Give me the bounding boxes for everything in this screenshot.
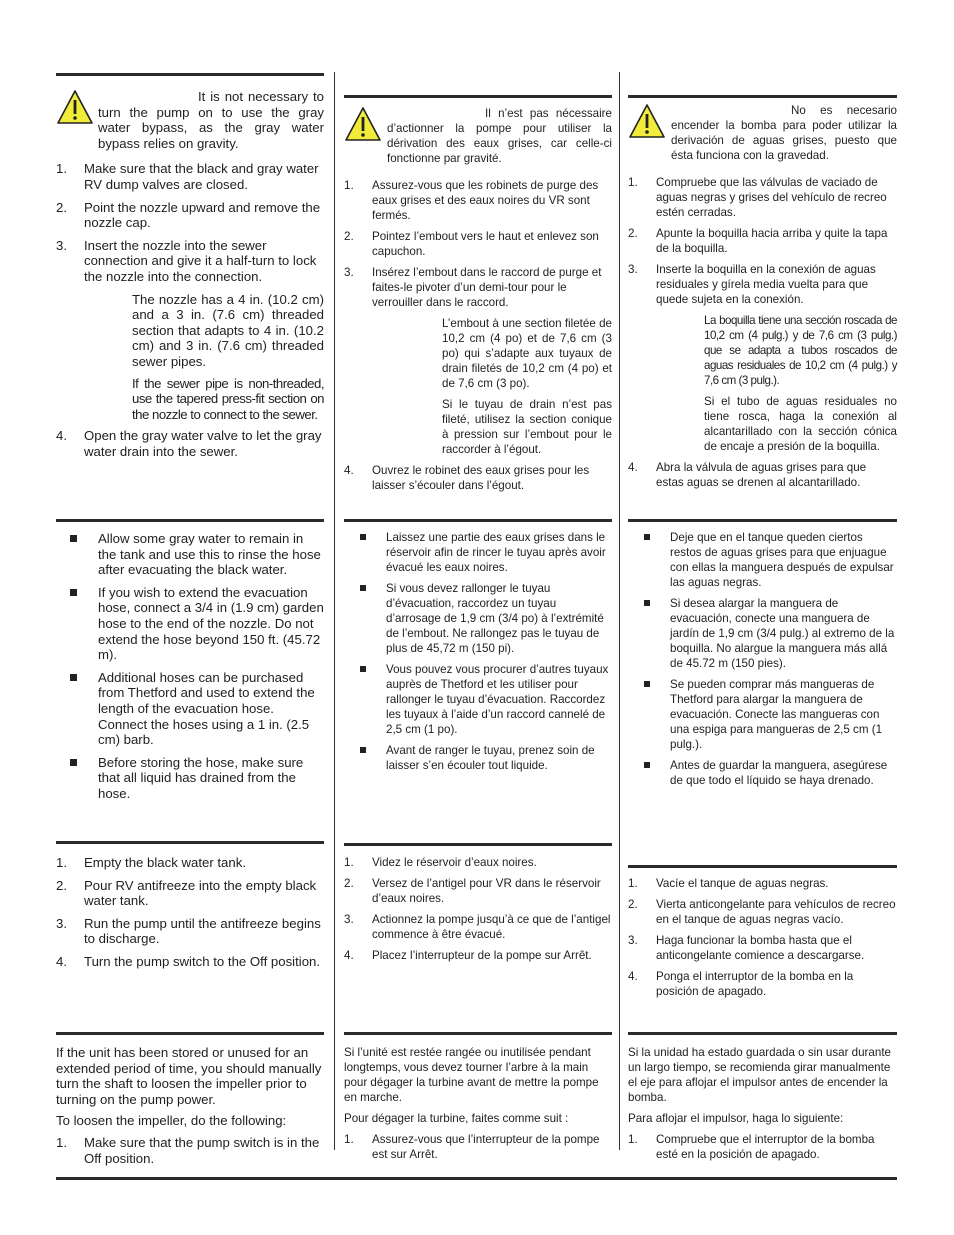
list-item: 4. Placez l’interrupteur de la pompe sur Arrêt. (344, 949, 592, 962)
step-list (628, 460, 897, 490)
spanish-column (628, 0, 897, 1235)
step-list (56, 428, 324, 459)
list-item: 3. Actionnez la pompe jusqu’à ce que de l’antigel commence à être évacué. (344, 913, 611, 941)
list-item: 2. Pour RV antifreeze into the empty black water tank. (56, 877, 317, 909)
list-item: Allow some gray water to remain in the tank and use this to rinse the hose after evacuating the black water. (56, 531, 324, 578)
tips-list (56, 531, 324, 809)
list-item: 2. Apunte la boquilla hacia arriba y quite la tapa de la boquilla. (628, 227, 888, 255)
list-item: Antes de guardar la manguera, asegúrese de que todo el líquido se haya drenado. (628, 758, 897, 788)
list-item: 1. Assurez-vous que l’interrupteur de la pompe est sur Arrêt. (344, 1133, 600, 1161)
list-item: 3. Haga funcionar la bomba hasta que el anticongelante comience a descargarse. (628, 934, 865, 962)
section-rule (344, 1032, 612, 1035)
bullet-icon (70, 759, 77, 766)
warning-note (344, 106, 612, 166)
bullet-icon (360, 585, 366, 591)
list-item: 3. Insert the nozzle into the sewer connection and give it a half-turn to lock the nozzle into the connection. (56, 237, 317, 284)
list-item: 1. Assurez-vous que les robinets de purge des eaux grises et des eaux noires du VR sont fermés. (344, 179, 599, 222)
list-item: Additional hoses can be purchased from Thetford and used to extend the length of the evacuation hose. Connect the hoses using a 1 in. (2.5 cm) barb. (56, 670, 324, 748)
list-item: 1. Vacíe el tanque de aguas negras. (628, 877, 829, 890)
step-list (344, 178, 612, 310)
section-rule (628, 1032, 897, 1035)
warning-text: Il n’est pas nécessaire d’actionner la pompe pour utiliser la dérivation des eaux grises, car celle-ci fonctionne par gravité. (387, 107, 612, 165)
section-rule (344, 519, 612, 522)
gray-water-section (56, 89, 324, 466)
list-item: Vous pouvez vous procurer d’autres tuyaux auprès de Thetford et les utiliser pour rallonger le tuyau d’évacuation. Raccordez les tuyaux à l’aide d’un raccord cannelé de 2,5 cm (1 po). (344, 662, 612, 737)
warning-text: It is not necessary to turn the pump on to use the gray water bypass, as the gray water bypass relies on gravity. (98, 89, 324, 151)
warning-icon (628, 103, 666, 139)
warning-note (56, 89, 324, 151)
note-text: Si le tuyau de drain n’est pas fileté, utilisez la section conique à pression sur l’embout pour le raccorder à l’égout. (442, 398, 612, 456)
list-item: 3. Inserte la boquilla en la conexión de aguas residuales y gírela media vuelta para que quede sujeta en la conexión. (628, 263, 876, 306)
storage-section (56, 1045, 324, 1173)
list-item: 2. Point the nozzle upward and remove the nozzle cap. (56, 199, 321, 231)
gray-water-section (628, 103, 897, 496)
section-rule (344, 95, 612, 98)
warning-icon (344, 106, 382, 142)
tips-list (344, 530, 612, 779)
list-item: Before storing the hose, make sure that all liquid has drained from the hose. (56, 755, 324, 802)
column-divider (334, 72, 335, 1150)
french-column (344, 0, 612, 1235)
list-item: Si desea alargar la manguera de evacuación, conecte una manguera de jardín de 1,9 cm (3/4 pulg.) al extremo de la boquilla. No alargue la manguera más allá de 45.72 m (150 pies). (628, 596, 897, 671)
section-rule (628, 95, 897, 98)
paragraph: To loosen the impeller, do the following: (56, 1113, 287, 1129)
list-item: 2. Versez de l’antigel pour VR dans le réservoir d’eaux noires. (344, 877, 601, 905)
list-item: 3. Insérez l’embout dans le raccord de purge et faites-le pivoter d’un demi-tour pour le verrouiller dans le raccord. (344, 266, 602, 309)
warning-text: No es necesario encender la bomba para poder utilizar la derivación de aguas grises, puesto que ésta funciona con la gravedad. (671, 104, 897, 162)
paragraph: Pour dégager la turbine, faites comme suit : (344, 1112, 569, 1125)
section-rule (344, 843, 612, 846)
paragraph: Para aflojar el impulsor, haga lo siguiente: (628, 1112, 844, 1125)
section-rule (56, 841, 324, 844)
storage-section (344, 1045, 612, 1168)
list-item: 4. Ouvrez le robinet des eaux grises pour les laisser s’écouler dans l’égout. (344, 464, 590, 492)
warning-note (628, 103, 897, 163)
bullet-icon (360, 747, 366, 753)
step-list (344, 1132, 612, 1162)
paragraph: Si la unidad ha estado guardada o sin usar durante un largo tiempo, se recomienda girar manualmente el eje para aflojar el impulsor antes de encender la bomba. (628, 1046, 891, 1104)
storage-section (628, 1045, 897, 1168)
list-item: 1. Make sure that the black and gray water RV dump valves are closed. (56, 161, 319, 192)
list-item: Si vous devez rallonger le tuyau d’évacuation, raccordez un tuyau d’arrosage de 1,9 cm (3/4 po) à l’extrémité de l’embout. Ne rallongez pas le tuyau de plus de 45,72 m (150 pi). (344, 581, 612, 656)
bullet-icon (70, 535, 77, 542)
list-item: 4. Open the gray water valve to let the gray water drain into the sewer. (56, 428, 322, 459)
list-item: Avant de ranger le tuyau, prenez soin de laisser s’en écouler tout liquide. (344, 743, 612, 773)
winterize-list (344, 855, 612, 969)
note-text: If the sewer pipe is non-threaded, use the tapered press-fit section on the nozzle to connect to the sewer. (132, 375, 324, 422)
step-list (628, 1132, 897, 1162)
note-text: L’embout à une section filetée de 10,2 cm (4 po) et de 7,6 cm (3 po) qui s’adapte aux tuyaux de drain filetés de 10,2 cm (4 po) et de 7,6 cm (3 po). (442, 317, 612, 390)
bullet-icon (70, 589, 77, 596)
warning-icon (56, 89, 94, 125)
gray-water-section (344, 106, 612, 499)
section-rule (56, 1032, 324, 1035)
section-rule (56, 73, 324, 76)
step-list (344, 463, 612, 493)
list-item: Deje que en el tanque queden ciertos restos de aguas grises para que enjuague con ellas la manguera después de expulsar las aguas negras. (628, 530, 897, 590)
bullet-icon (644, 600, 650, 606)
bullet-icon (644, 681, 650, 687)
winterize-list (628, 876, 897, 1005)
note-text: Si el tubo de aguas residuales no tiene rosca, haga la conexión al alcantarillado con la sección cónica de encaje a presión de la boquilla. (704, 395, 897, 453)
list-item: 4. Turn the pump switch to the Off position. (56, 953, 321, 969)
bullet-icon (644, 534, 650, 540)
section-rule (628, 519, 897, 522)
english-column (56, 0, 324, 1235)
paragraph: Si l’unité est restée rangée ou inutilisée pendant longtemps, vous devez tourner l’arbre à la main pour dégager la turbine avant de mettre la pompe en marche. (344, 1046, 599, 1104)
section-rule (56, 519, 324, 522)
list-item: Laissez une partie des eaux grises dans le réservoir afin de rincer le tuyau après avoir évacué les eaux noires. (344, 530, 612, 575)
list-item: 1. Make sure that the pump switch is in the Off position. (56, 1134, 320, 1166)
list-item: 1. Compruebe que las válvulas de vaciado de aguas negras y grises del vehículo de recreo estén cerradas. (628, 176, 887, 219)
winterize-list (56, 855, 324, 977)
list-item: 1. Compruebe que el interruptor de la bomba esté en la posición de apagado. (628, 1133, 875, 1161)
bullet-icon (360, 534, 366, 540)
list-item: 1. Empty the black water tank. (56, 855, 246, 870)
list-item: 4. Abra la válvula de aguas grises para que estas aguas se drenen al alcantarillado. (628, 461, 867, 489)
column-divider (619, 72, 620, 1150)
note-text: La boquilla tiene una sección roscada de 10,2 cm (4 pulg.) y de 7,6 cm (3 pulg.) que se adapta a tubos roscados de aguas residuales de 10,2 cm (4 pulg.) y 7,6 cm (3 pulg.). (704, 314, 897, 387)
step-list (56, 161, 324, 284)
list-item: 2. Vierta anticongelante para vehículos de recreo en el tanque de aguas negras vacío. (628, 898, 896, 926)
list-item: 1. Videz le réservoir d’eaux noires. (344, 856, 537, 869)
paragraph: If the unit has been stored or unused for an extended period of time, you should manually turn the shaft to loosen the impeller prior to turning on the pump power. (56, 1045, 322, 1107)
bullet-icon (644, 762, 650, 768)
list-item: 4. Ponga el interruptor de la bomba en la posición de apagado. (628, 970, 854, 998)
note-text: The nozzle has a 4 in. (10.2 cm) and a 3 in. (7.6 cm) threaded section that adapts to 4 in. (10.2 cm) and 3 in. (7.6 cm) threaded sewer pipes. (132, 291, 324, 369)
bullet-icon (360, 666, 366, 672)
tips-list (628, 530, 897, 794)
list-item: 2. Pointez l’embout vers le haut et enlevez son capuchon. (344, 230, 599, 258)
list-item: 3. Run the pump until the antifreeze begins to discharge. (56, 915, 321, 947)
step-list (56, 1135, 324, 1166)
list-item: If you wish to extend the evacuation hose, connect a 3/4 in (1.9 cm) garden hose to the end of the nozzle. Do not extend the hose beyond 150 ft. (45.72 m). (56, 585, 324, 663)
bullet-icon (70, 674, 77, 681)
step-list (628, 175, 897, 307)
section-rule (628, 865, 897, 868)
list-item: Se pueden comprar más mangueras de Thetford para alargar la manguera de evacuación. Conecte las mangueras con una espiga para mangueras de 2,5 cm (1 pulg.). (628, 677, 897, 752)
